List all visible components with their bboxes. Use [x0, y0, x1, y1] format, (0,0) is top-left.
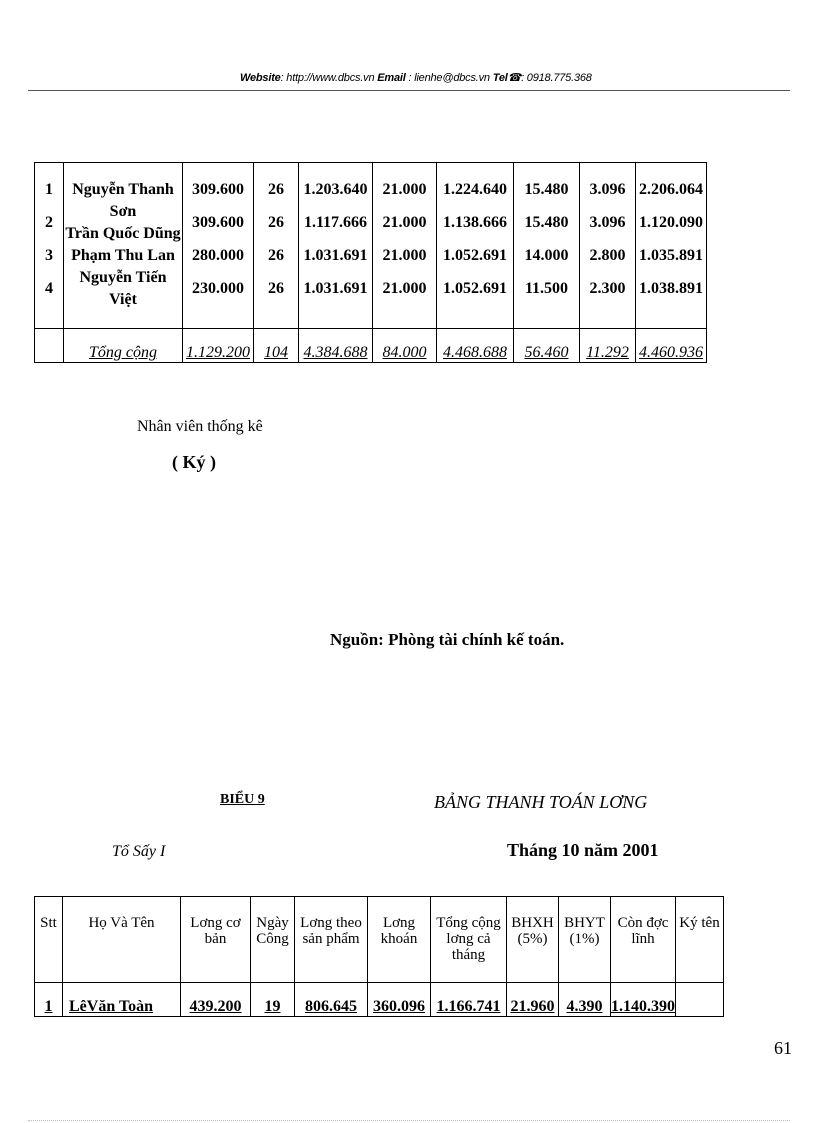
- value: 26: [268, 247, 284, 264]
- value: 26: [268, 214, 284, 231]
- bieu-label: BIỂU 9: [220, 792, 265, 807]
- bhxh-cell: [514, 163, 580, 329]
- base-salary-cell: [183, 163, 254, 329]
- value: 1.052.691: [443, 280, 507, 297]
- employee-name: Nguyễn Tiến Việt: [79, 269, 167, 308]
- employee-name: Trần Quốc Dũng: [65, 225, 181, 242]
- value: 1.120.090: [639, 214, 703, 231]
- payroll-table: [34, 896, 724, 1017]
- value: 1.138.666: [443, 214, 507, 231]
- signature-title: Nhân viên thống kê: [137, 418, 263, 435]
- table-row: [35, 163, 707, 329]
- cell: 1: [35, 983, 63, 1017]
- value: 1.117.666: [303, 214, 368, 231]
- value: 309.600: [192, 214, 244, 231]
- stt-value: 4: [45, 280, 53, 297]
- value: 2.206.064: [639, 181, 703, 198]
- cell: 360.096: [368, 983, 431, 1017]
- website-value: : http://www.dbcs.vn: [280, 72, 375, 84]
- total-label: Tổng cộng: [64, 329, 183, 363]
- email-label: Email: [377, 72, 406, 84]
- employee-name: Nguyễn Thanh: [72, 181, 174, 198]
- value: 14.000: [524, 247, 569, 264]
- page-header: [240, 71, 592, 84]
- product-salary-cell: [299, 163, 373, 329]
- value: 1.052.691: [443, 247, 507, 264]
- allowance-cell: [373, 163, 437, 329]
- tel-label: Tel: [492, 72, 508, 84]
- col-header: Lơng cơ bản: [181, 897, 251, 983]
- header-row: [35, 897, 724, 983]
- value: 1.038.891: [639, 280, 703, 297]
- total-value: 1.129.200: [183, 329, 254, 363]
- signature-sign: ( Ký ): [172, 452, 216, 472]
- value: 26: [268, 181, 284, 198]
- col-header: Lơng khoán: [368, 897, 431, 983]
- total-value: 11.292: [580, 329, 636, 363]
- cell: 19: [251, 983, 295, 1017]
- team-name: Tổ Sấy I: [112, 843, 166, 860]
- col-header: Họ Và Tên: [63, 897, 181, 983]
- col-header: Ký tên: [676, 897, 724, 983]
- value: 2.300: [589, 280, 626, 297]
- value: 309.600: [192, 181, 244, 198]
- value: 21.000: [382, 247, 427, 264]
- value: 21.000: [382, 280, 427, 297]
- total-stt: [35, 329, 64, 363]
- value: 11.500: [524, 280, 569, 297]
- value: 21.000: [382, 181, 427, 198]
- value: 3.096: [589, 214, 626, 231]
- total-value: 84.000: [373, 329, 437, 363]
- bhyt-cell: [580, 163, 636, 329]
- total-value: 56.460: [514, 329, 580, 363]
- tel-value: ☎: 0918.775.368: [507, 72, 592, 84]
- source-note: Nguồn: Phòng tài chính kế toán.: [330, 630, 565, 649]
- total-salary-cell: [437, 163, 514, 329]
- cell: 1.140.390: [611, 983, 676, 1017]
- col-header: BHYT (1%): [559, 897, 611, 983]
- cell: 4.390: [559, 983, 611, 1017]
- net-pay-cell: [636, 163, 707, 329]
- value: 3.096: [589, 181, 626, 198]
- email-value: : lienhe@dbcs.vn: [408, 72, 490, 84]
- col-header: Ngày Công: [251, 897, 295, 983]
- month-label: Tháng 10 năm 2001: [507, 840, 659, 860]
- value: 2.800: [589, 247, 626, 264]
- stt-value: 1: [45, 181, 53, 198]
- employee-name: Phạm Thu Lan: [71, 247, 175, 264]
- cell: [676, 983, 724, 1017]
- col-header: BHXH (5%): [507, 897, 559, 983]
- value: 280.000: [192, 247, 244, 264]
- value: 1.031.691: [303, 247, 368, 264]
- cell: 1.166.741: [431, 983, 507, 1017]
- total-value: 4.384.688: [299, 329, 373, 363]
- stt-value: 2: [45, 214, 53, 231]
- cell: 439.200: [181, 983, 251, 1017]
- col-header: Tổng cộng lơng cả tháng: [431, 897, 507, 983]
- page-number: 61: [774, 1038, 792, 1058]
- col-header: Lơng theo sản phẩm: [295, 897, 368, 983]
- value: 21.000: [382, 214, 427, 231]
- stt-cell: [35, 163, 64, 329]
- value: 1.035.891: [639, 247, 703, 264]
- value: 1.203.640: [303, 181, 368, 198]
- value: 26: [268, 280, 284, 297]
- workdays-cell: [254, 163, 299, 329]
- value: 1.031.691: [303, 280, 368, 297]
- col-header: Stt: [35, 897, 63, 983]
- name-cell: [64, 163, 183, 329]
- value: 1.224.640: [443, 181, 507, 198]
- total-value: 4.460.936: [636, 329, 707, 363]
- total-row: [35, 329, 707, 363]
- employee-name: Sơn: [109, 203, 137, 220]
- payroll-title: BẢNG THANH TOÁN LƠNG: [434, 792, 648, 812]
- value: 15.480: [524, 214, 569, 231]
- total-value: 104: [254, 329, 299, 363]
- header-divider: [28, 90, 790, 91]
- salary-table-continued: [34, 162, 707, 363]
- value: 230.000: [192, 280, 244, 297]
- total-value: 4.468.688: [437, 329, 514, 363]
- website-label: Website: [240, 72, 281, 84]
- table-row: [35, 983, 724, 1017]
- cell: 806.645: [295, 983, 368, 1017]
- cell: 21.960: [507, 983, 559, 1017]
- value: 15.480: [524, 181, 569, 198]
- footer-divider: [28, 1120, 790, 1121]
- col-header: Còn đợc lĩnh: [611, 897, 676, 983]
- cell: LêVăn Toàn: [63, 983, 181, 1017]
- stt-value: 3: [45, 247, 53, 264]
